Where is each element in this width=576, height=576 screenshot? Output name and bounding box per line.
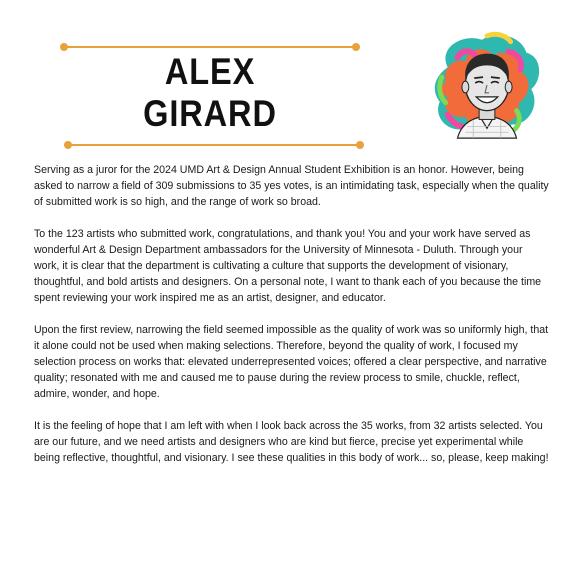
juror-first-name: ALEX	[164, 51, 256, 92]
statement-paragraph: Upon the first review, narrowing the field seemed impossible as the quality of work was so uniformly high, that it alone could not be used when making selections. Therefore, beyond the quality of work, I focused my selection process on works that: elevated underrepresented voices; offered a clear perspective, and narrative quality; resonated with me and caused me to pause during the review process to smile, chuckle, reflect, admire, wonder, and hope.	[34, 324, 549, 400]
juror-portrait-illustration-icon	[428, 28, 546, 146]
statement-paragraph: To the 123 artists who submitted work, congratulations, and thank you! You and your work have served as wonderful Art & Design Department ambassadors for the University of Minnesota - Duluth. Through your work, it is clear that the department is cultivating a culture that supports the development of visionary, thoughtful, and bold artists and designers. On a personal note, I want to thank each of you because the time spent reviewing your work inspired me as an artist, designer, and educator.	[34, 228, 542, 304]
juror-last-name: GIRARD	[143, 93, 277, 134]
top-divider	[64, 46, 356, 48]
divider-dot	[60, 43, 68, 51]
juror-statement	[34, 162, 549, 482]
divider-dot	[64, 141, 72, 149]
divider-dot	[356, 141, 364, 149]
header	[0, 0, 576, 150]
statement-paragraph: Serving as a juror for the 2024 UMD Art & Design Annual Student Exhibition is an honor. However, being asked to narrow a field of 309 submissions to 35 yes votes, is an intimidating task, especially when the quality of submitted work is so high, and the range of work so broad.	[34, 164, 549, 208]
statement-paragraph: It is the feeling of hope that I am left with when I look back across the 35 works, from 32 artists selected. You are our future, and we need artists and designers who are kind but fierce, precise yet experimental while being reflective, thoughtful, and visionary. I see these qualities in this body of work... so, please, keep making!	[34, 420, 549, 464]
divider-dot	[352, 43, 360, 51]
bottom-divider	[68, 144, 360, 146]
